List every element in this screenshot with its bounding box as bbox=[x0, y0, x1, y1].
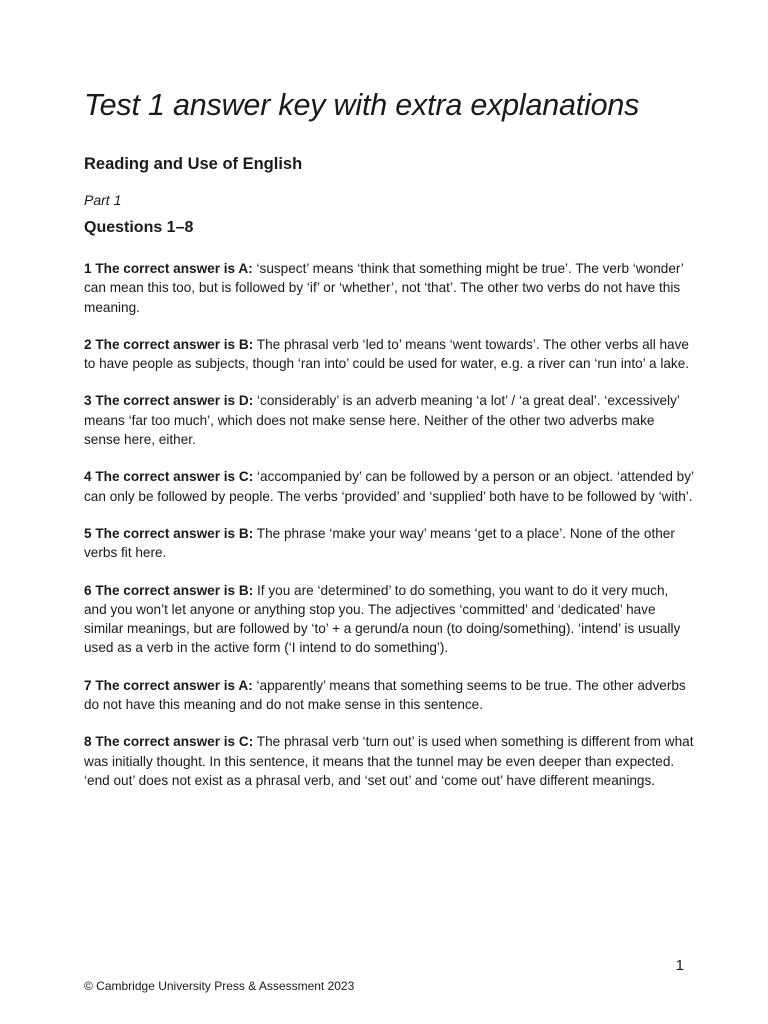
page-number: 1 bbox=[675, 957, 684, 974]
answer-explanation: ‘accompanied by’ can be followed by a person or an object. ‘attended by’ can only be followed by people. The verbs ‘provided’ and ‘supplied’ both have to be followed by ‘with’. bbox=[84, 469, 694, 504]
answer-lead: 5 The correct answer is B: bbox=[84, 525, 254, 541]
section-heading: Reading and Use of English bbox=[84, 155, 303, 173]
answer-explanation: ‘suspect’ means ‘think that something might be true’. The verb ‘wonder’ can mean this too, but is followed by ‘if’ or ‘whether’, not ‘that’. The other two verbs do not have this meaning. bbox=[84, 261, 684, 315]
copyright-notice: © Cambridge University Press & Assessment 2023 bbox=[84, 979, 355, 993]
answer-list bbox=[84, 259, 694, 808]
answer-item bbox=[84, 581, 694, 658]
document-title: Test 1 answer key with extra explanations bbox=[84, 88, 640, 122]
answer-explanation: The phrase ‘make your way’ means ‘get to a place’. None of the other verbs fit here. bbox=[84, 525, 675, 561]
answer-lead: 6 The correct answer is B: bbox=[84, 582, 254, 598]
answer-item bbox=[84, 259, 694, 317]
part-label: Part 1 bbox=[84, 192, 122, 208]
answer-lead: 8 The correct answer is C: bbox=[84, 734, 254, 750]
answer-item bbox=[84, 732, 694, 790]
answer-item bbox=[84, 467, 694, 506]
answer-explanation: The phrasal verb ‘led to’ means ‘went towards’. The other verbs all have to have people as subjects, though ‘ran into’ could be used for water, e.g. a river can ‘run into’ a lake. bbox=[84, 336, 690, 372]
answer-explanation: ‘considerably’ is an adverb meaning ‘a lot’ / ‘a great deal’. ‘excessively’ means ‘far too much’, which does not make sense here. Neither of the other two adverbs make sense here, either. bbox=[84, 393, 680, 448]
answer-explanation: ‘apparently’ means that something seems to be true. The other adverbs do not have this meaning and do not make sense in this sentence. bbox=[84, 677, 686, 713]
answer-lead: 1 The correct answer is A: bbox=[84, 261, 253, 276]
answer-lead: 4 The correct answer is C: bbox=[84, 469, 254, 485]
answer-item bbox=[84, 676, 694, 715]
answer-lead: 2 The correct answer is B: bbox=[84, 336, 254, 352]
answer-lead: 3 The correct answer is D: bbox=[84, 393, 254, 409]
answer-explanation: The phrasal verb ‘turn out’ is used when something is different from what was initially thought. In this sentence, it means that the tunnel may be even deeper than expected. ‘end out’ does not exist as a phrasal verb, and ‘set out’ and ‘come out’ have different meanings. bbox=[84, 734, 694, 788]
answer-item bbox=[84, 335, 694, 374]
answer-lead: 7 The correct answer is A: bbox=[84, 677, 253, 693]
answer-item bbox=[84, 391, 694, 449]
questions-heading: Questions 1–8 bbox=[84, 219, 194, 236]
answer-explanation: If you are ‘determined’ to do something, you want to do it very much, and you won’t let anyone or anything stop you. The adjectives ‘committed’ and ‘dedicated’ have similar meanings, but are followed by ‘to’ + a gerund/a noun (to doing/something). ‘intend’ is usually used as a verb in the active form (‘I intend to do something’). bbox=[84, 582, 681, 656]
answer-item bbox=[84, 524, 694, 563]
